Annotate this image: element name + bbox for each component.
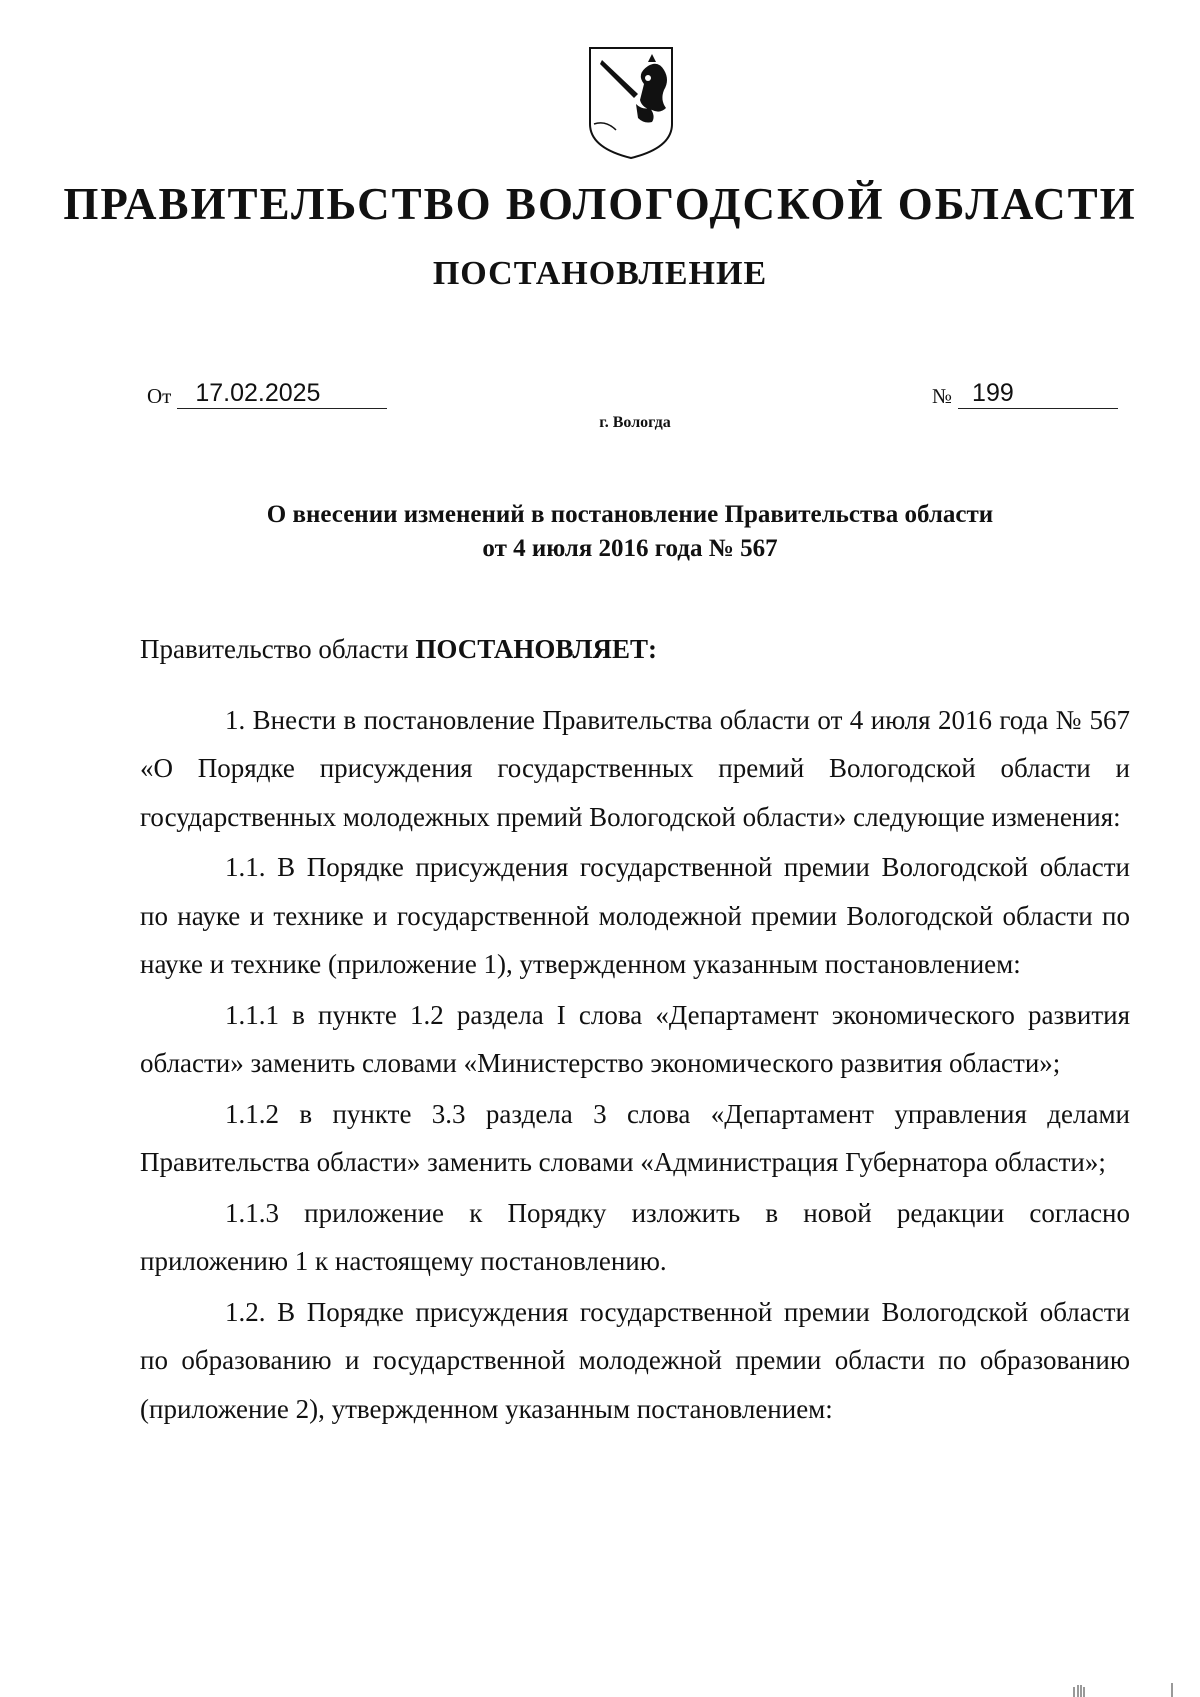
number-prefix: № <box>932 384 953 408</box>
paragraph-1-1-2: 1.1.2 в пункте 3.3 раздела 3 слова «Департамент управления делами Правительства области» заменить словами «Администрация Губернатора области»; <box>140 1098 1130 1177</box>
title-line-1: О внесении изменений в постановление Правительства области <box>266 501 994 528</box>
coat-of-arms-icon <box>586 44 676 162</box>
document-body <box>140 625 1130 1435</box>
paragraph-1: 1. Внести в постановление Правительства области от 4 июля 2016 года № 567 «О Порядке присуждения государственных премий Вологодской области и государственных молодежных премий Вологодской области» следующие изменения: <box>140 704 1130 832</box>
scan-marks <box>1068 1683 1178 1697</box>
city: г. Вологда <box>599 414 671 431</box>
date-row <box>147 378 387 409</box>
title-line-2: от 4 июля 2016 года № 567 <box>482 535 778 562</box>
document-date: 17.02.2025 <box>177 378 387 409</box>
paragraph-1-1-1: 1.1.1 в пункте 1.2 раздела I слова «Департамент экономического развития области» заменить словами «Министерство экономического развития области»; <box>140 999 1130 1078</box>
resolution-lead <box>140 625 1130 674</box>
lead-keyword: ПОСТАНОВЛЯЕТ: <box>415 634 657 664</box>
lead-text: Правительство области <box>140 634 416 664</box>
paragraph-1-1-3: 1.1.3 приложение к Порядку изложить в новой редакции согласно приложению 1 к настоящему постановлению. <box>140 1197 1130 1276</box>
organization-title: ПРАВИТЕЛЬСТВО ВОЛОГОДСКОЙ ОБЛАСТИ <box>63 179 1137 229</box>
paragraph-1-2: 1.2. В Порядке присуждения государственной премии Вологодской области по образованию и государственной молодежной премии области по образованию (приложение 2), утвержденном указанным постановлением: <box>140 1296 1130 1424</box>
document-title <box>140 498 1120 566</box>
document-number: 199 <box>958 378 1118 409</box>
number-row <box>932 378 1118 409</box>
paragraph-1-1: 1.1. В Порядке присуждения государственной премии Вологодской области по науке и технике и государственной молодежной премии Вологодской области по науке и технике (приложение 1), утвержденном указанным постановлением: <box>140 852 1130 979</box>
document-type: ПОСТАНОВЛЕНИЕ <box>432 255 768 292</box>
date-prefix: От <box>147 384 172 408</box>
